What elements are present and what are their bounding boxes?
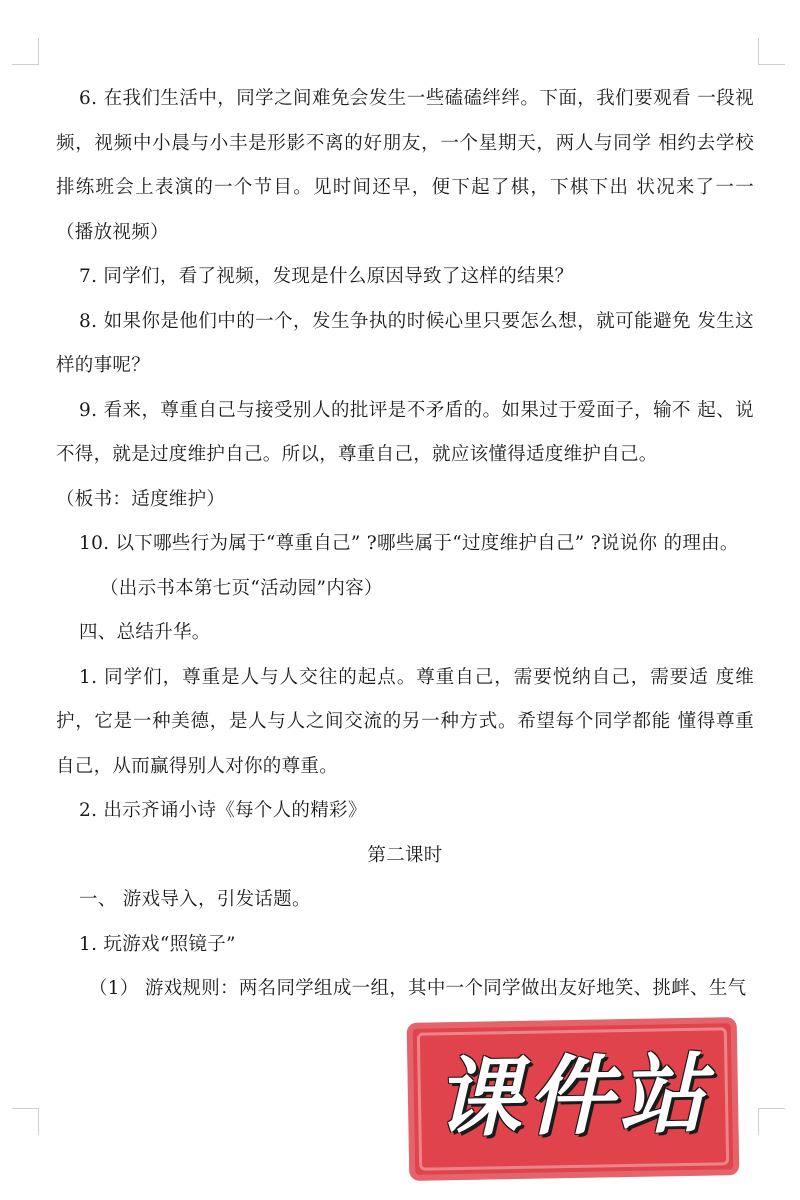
paragraph-7: 7. 同学们，看了视频，发现是什么原因导致了这样的结果？ bbox=[79, 266, 574, 287]
section-one-heading: 一、 游戏导入，引发话题。 bbox=[79, 889, 311, 910]
document-body bbox=[56, 77, 754, 1012]
game-rules: （1） 游戏规则：两名同学组成一组，其中一个同学做出友好地笑、挑衅、生气 bbox=[89, 978, 747, 999]
paragraph-6: 6. 在我们生活中，同学之间难免会发生一些磕磕绊绊。下面，我们要观看 一段视频，视频中小晨与小丰是形影不离的好朋友，一个星期天，两人与同学 相约去学校排练班会上表演的一个节目。见时间还早，便下起了棋，下棋下出 状况来了一一（播放视频） bbox=[56, 88, 754, 243]
board-note: （板书：适度维护） bbox=[56, 488, 226, 510]
game-item-1: 1. 玩游戏“照镜子” bbox=[79, 933, 236, 955]
section-four-heading: 四、总结升华。 bbox=[79, 622, 211, 643]
watermark-logo-text: 课件站 bbox=[434, 1044, 712, 1150]
crop-mark-bottom-left bbox=[12, 1108, 39, 1135]
watermark-logo bbox=[407, 1017, 740, 1181]
crop-mark-bottom-right bbox=[758, 1108, 785, 1135]
paragraph-9: 9. 看来，尊重自己与接受别人的批评是不矛盾的。如果过于爱面子，输不 起、说不得，就是过度维护自己。所以，尊重自己，就应该懂得适度维护自己。 bbox=[56, 399, 754, 465]
crop-mark-top-right bbox=[758, 38, 785, 65]
lesson-two-title: 第二课时 bbox=[367, 844, 443, 866]
crop-mark-top-left bbox=[12, 38, 39, 65]
summary-paragraph-1: 1. 同学们，尊重是人与人交往的起点。尊重自己，需要悦纳自己，需要适 度维护，它是一种美德，是人与人之间交流的另一种方式。希望每个同学都能 懂得尊重自己，从而赢得别人对你的尊重。 bbox=[56, 666, 754, 777]
paragraph-10: 10. 以下哪些行为属于“尊重自己” ?哪些属于“过度维护自己” ?说说你 的理由。 bbox=[79, 533, 739, 554]
paragraph-8: 8. 如果你是他们中的一个，发生争执的时候心里只要怎么想，就可能避免 发生这样的事呢？ bbox=[56, 310, 754, 376]
summary-paragraph-2: 2. 出示齐诵小诗《每个人的精彩》 bbox=[79, 800, 367, 821]
activity-note: （出示书本第七页“活动园”内容） bbox=[100, 577, 383, 599]
